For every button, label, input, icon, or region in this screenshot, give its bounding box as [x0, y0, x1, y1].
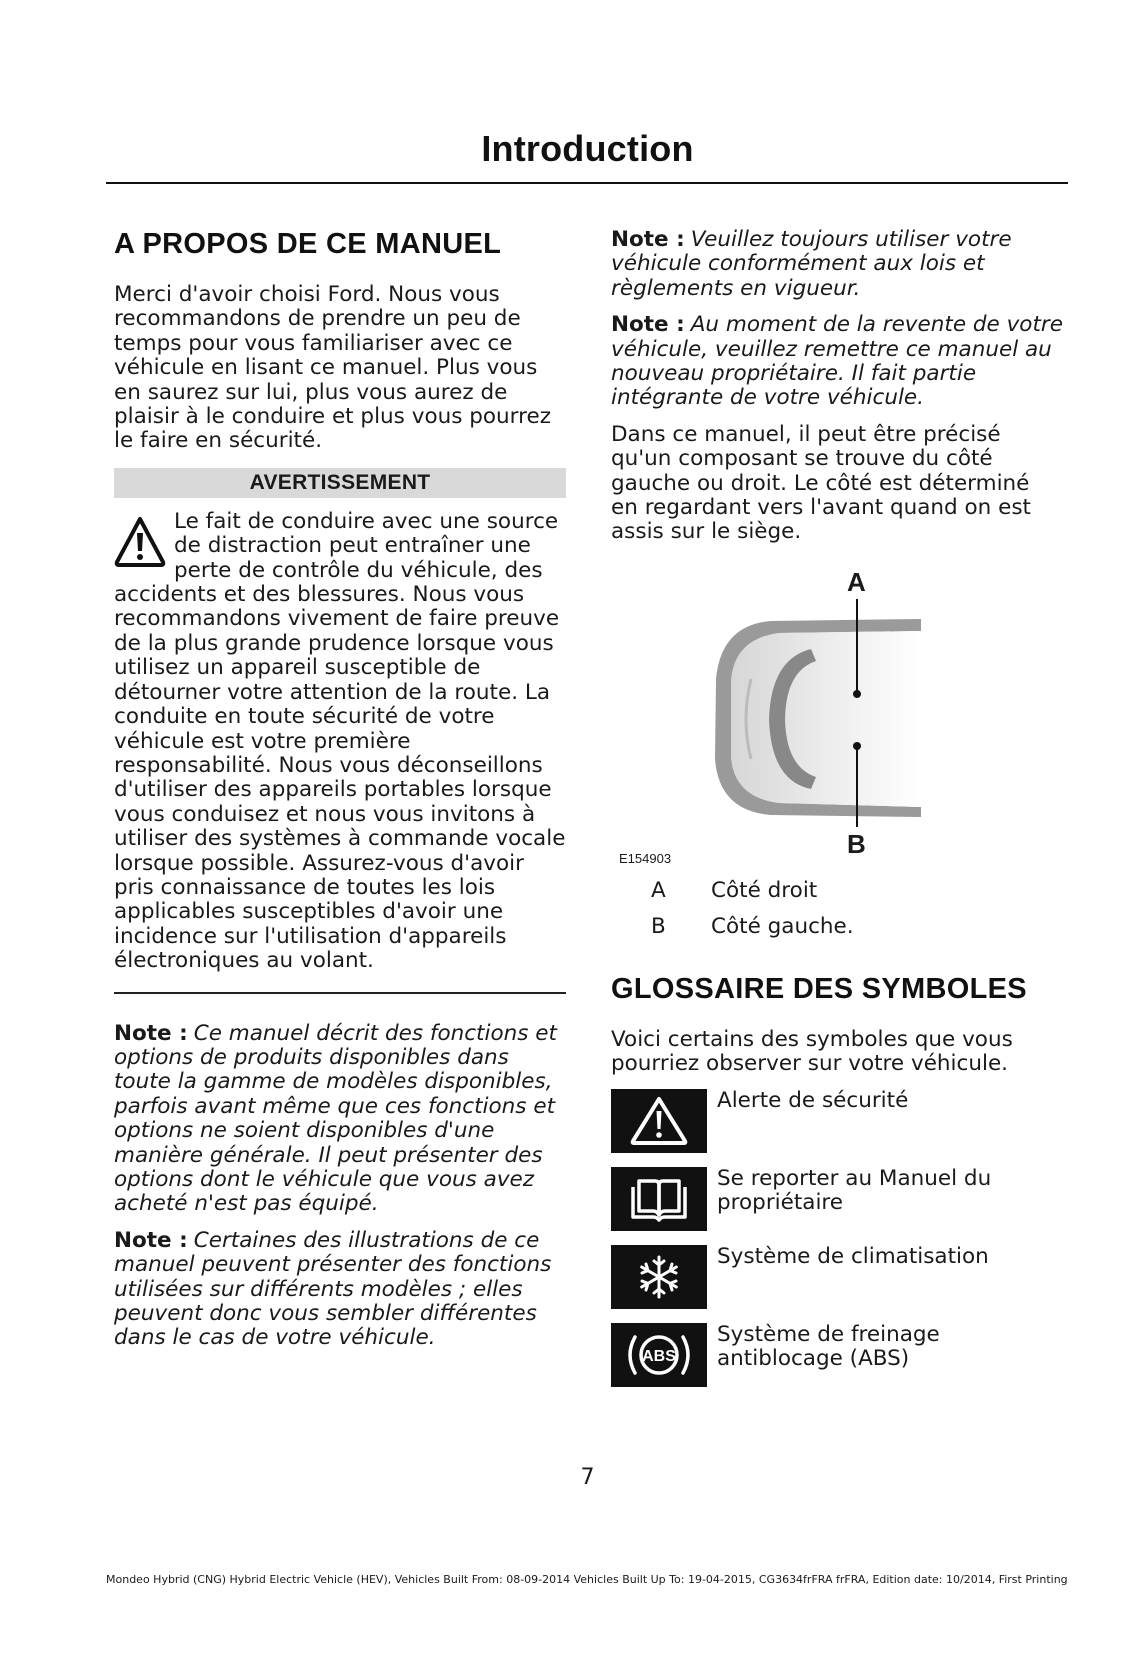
symbol-list	[611, 1089, 1063, 1387]
note-laws	[611, 228, 1063, 301]
warning-header: AVERTISSEMENT	[114, 468, 566, 498]
symbol-label: Alerte de sécurité	[717, 1087, 909, 1113]
right-column	[611, 228, 1063, 1401]
legend-key: A	[651, 877, 666, 903]
symbol-item	[611, 1089, 1063, 1153]
left-column	[114, 228, 566, 1363]
legend-value: Côté droit	[711, 877, 818, 903]
note-resale	[611, 313, 1063, 411]
note-label: Note :	[611, 227, 685, 252]
note-illustrations	[114, 1229, 566, 1351]
symbol-item	[611, 1167, 1063, 1231]
note-text: Ce manuel décrit des fonctions et options de produits disponibles dans toute la gamme de modèles disponibles, parfois avant même que ces fonctions et options ne soient disponibles d'une manière générale. Il peut présenter des options dont le véhicule que vous avez acheté n'est pas équipé.	[114, 1020, 557, 1217]
symbol-label: Système de climatisation	[717, 1243, 989, 1269]
note-text: Veuillez toujours utiliser votre véhicule conformément aux lois et règlements en vigueur.	[611, 227, 1012, 301]
note-label: Note :	[611, 312, 685, 338]
climate-control-icon	[627, 1251, 691, 1303]
note-label: Note :	[114, 1227, 188, 1253]
intro-paragraph: Merci d'avoir choisi Ford. Nous vous recommandons de prendre un peu de temps pour vous familiariser avec ce véhicule en lisant ce manuel. Plus vous en saurez sur lui, plus vous aurez de plaisir à le conduire et plus vous pourrez le faire en sécurité.	[114, 282, 552, 454]
symbol-item	[611, 1245, 1063, 1309]
abs-icon	[619, 1327, 699, 1383]
symbol-item	[611, 1323, 1063, 1387]
note-text: Certaines des illustrations de ce manuel peuvent présenter des fonctions utilisées sur différents modèles ; elles peuvent donc vous sembler différentes dans le cas de votre véhicule.	[114, 1227, 552, 1351]
page-footer: Mondeo Hybrid (CNG) Hybrid Electric Vehicle (HEV), Vehicles Built From: 08-09-2014 Vehicles Built Up To: 19-04-2015, CG3634frFRA frFRA, Edition date: 10/2014, First Printing	[106, 1573, 1068, 1586]
note-text: Au moment de la revente de votre véhicule, veuillez remettre ce manuel au nouveau propriétaire. Il fait partie intégrante de votre véhicule.	[611, 312, 1063, 411]
section-heading-glossary: GLOSSAIRE DES SYMBOLES	[611, 972, 1027, 1005]
section-heading-about-manual: A PROPOS DE CE MANUEL	[114, 228, 502, 260]
note-label: Note :	[114, 1020, 188, 1046]
note-product-options	[114, 1022, 566, 1217]
figure-label-a: A	[847, 566, 866, 597]
warning-triangle-icon	[114, 516, 166, 568]
figure-label-b: B	[847, 828, 866, 859]
owner-manual-icon	[627, 1173, 691, 1225]
car-top-view-illustration	[611, 559, 1063, 869]
symbol-label: Se reporter au Manuel du propriétaire	[717, 1165, 992, 1216]
figure-id: E154903	[619, 850, 672, 866]
symbol-label: Système de freinage antiblocage (ABS)	[717, 1321, 940, 1372]
page-title: Introduction	[481, 128, 694, 169]
vehicle-sides-figure	[611, 559, 1063, 869]
warning-text: Le fait de conduire avec une source de distraction peut entraîner une perte de contrôle du véhicule, des accidents et des blessures. Nous vous recommandons vivement de faire preuve de la plus grande prudence lorsque vous utilisez un appareil susceptible de détourner votre attention de la route. La conduite en toute sécurité de votre véhicule est votre première responsabilité. Nous vous déconseillons d'utiliser des appareils portables lorsque vous conduisez et nous vous invitons à utiliser des systèmes à commande vocale lorsque possible. Assurez-vous d'avoir pris connaissance de toutes les lois applicables susceptibles d'avoir une incidence sur l'utilisation d'appareils électroniques au volant.	[114, 508, 566, 974]
title-divider	[106, 182, 1068, 184]
warning-box	[114, 510, 566, 974]
abs-icon-text: ABS	[642, 1347, 676, 1365]
legend-key: B	[651, 913, 666, 939]
legend-value: Côté gauche.	[711, 913, 854, 939]
figure-legend	[611, 879, 1063, 939]
glossary-intro: Voici certains des symboles que vous pourriez observer sur votre véhicule.	[611, 1026, 1013, 1077]
side-definition-paragraph: Dans ce manuel, il peut être précisé qu'un composant se trouve du côté gauche ou droit. Le côté est déterminé en regardant vers l'avant quand on est assis sur le siège.	[611, 421, 1031, 545]
legend-row	[611, 915, 1063, 939]
warning-divider	[114, 992, 566, 994]
page-number: 7	[580, 1465, 595, 1490]
legend-row	[611, 879, 1063, 903]
safety-alert-icon	[627, 1095, 691, 1147]
